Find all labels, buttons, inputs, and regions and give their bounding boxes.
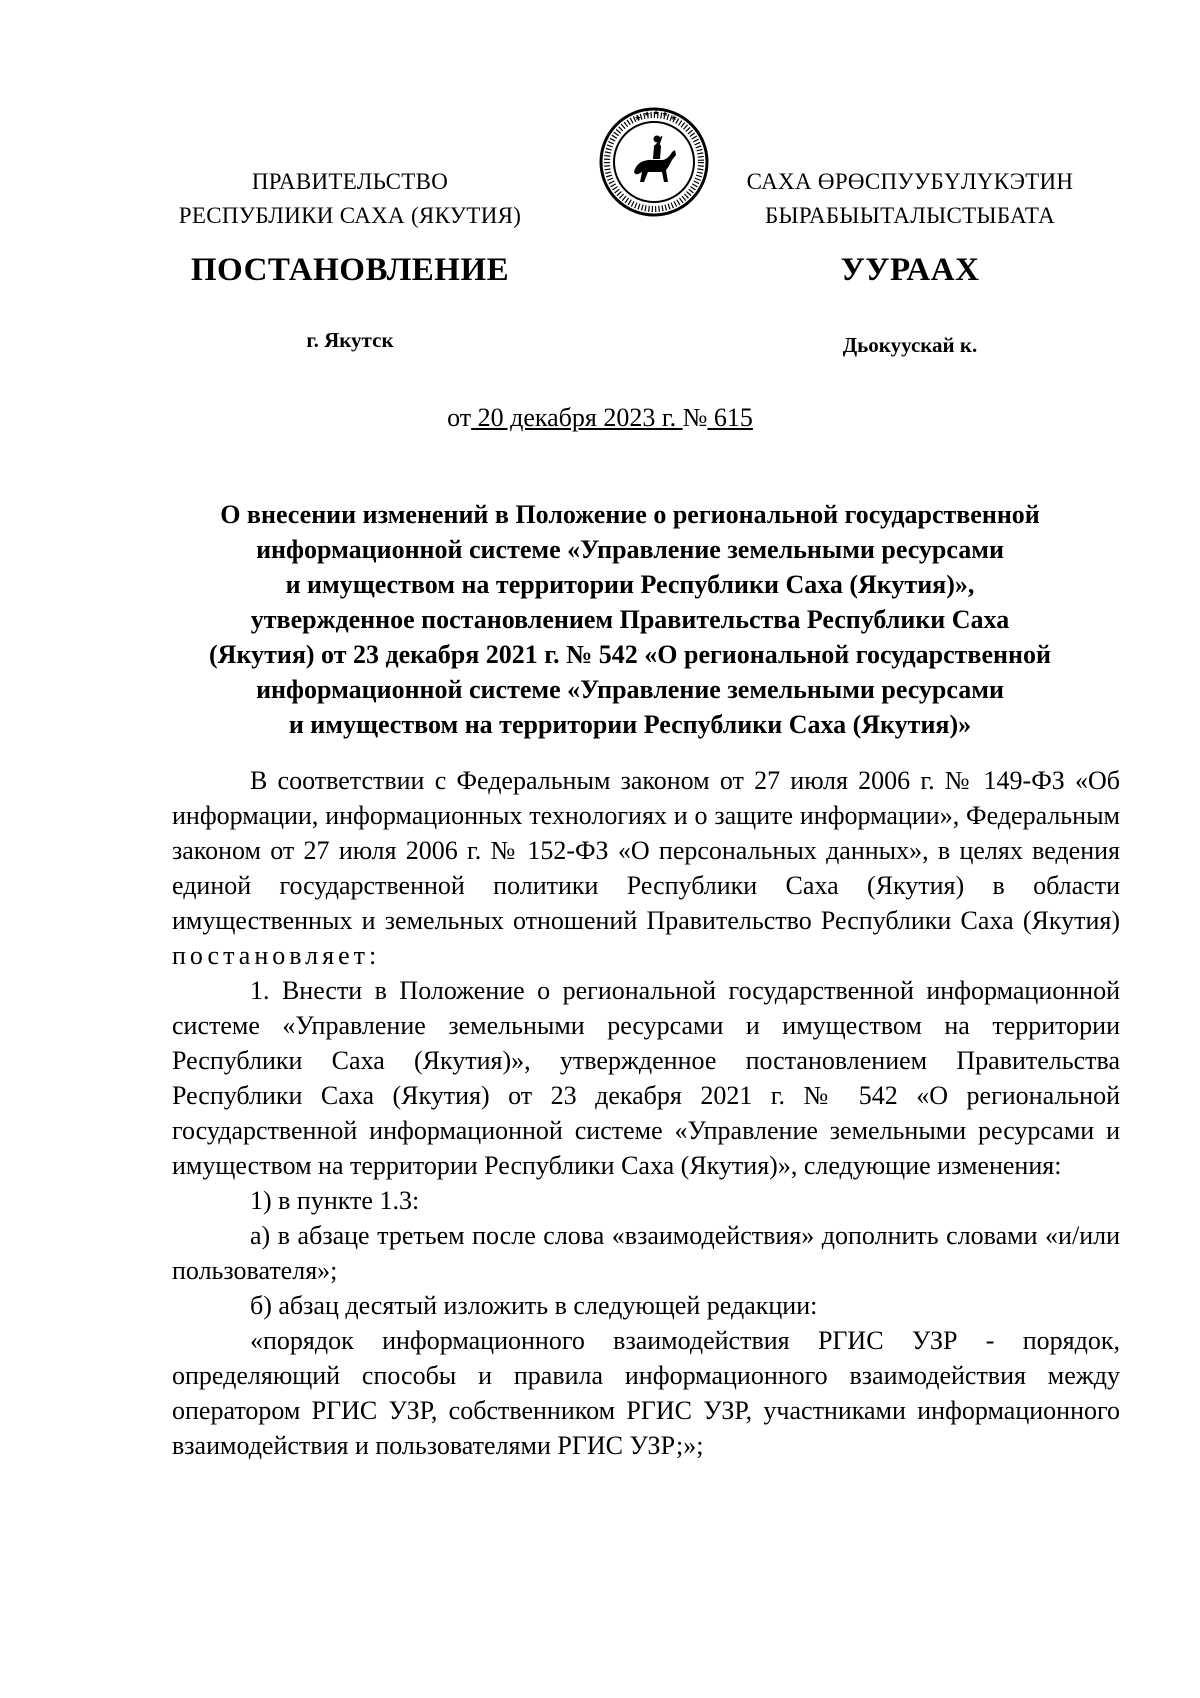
date-value: 20 декабря 2023 г. <box>471 403 683 432</box>
header-right-line1: САХА ӨРӨСПУУБҮЛҮКЭТИН <box>746 169 1074 194</box>
number-sign: № <box>682 403 708 432</box>
decree-word: постановляет: <box>172 941 381 970</box>
document-date-number <box>0 403 1200 433</box>
subitem-a-paragraph: а) в абзаце третьем после слова «взаимодействия» дополнить словами «и/или пользователя»; <box>172 1221 1120 1285</box>
document-title-line: О внесении изменений в Положение о региональной государственной <box>220 500 1040 529</box>
date-prefix: от <box>447 403 472 432</box>
document-title-line: информационной системе «Управление земельными ресурсами <box>256 535 1004 564</box>
header-left-line1: ПРАВИТЕЛЬСТВО <box>251 169 449 194</box>
coat-of-arms-emblem <box>598 106 710 218</box>
document-title-line: утвержденное постановлением Правительства Республики Саха <box>250 605 1010 634</box>
number-value: 615 <box>707 403 753 432</box>
document-title <box>150 497 1110 742</box>
document-title-line: и имуществом на территории Республики Саха (Якутия)», <box>285 570 975 599</box>
government-name-sakha <box>730 165 1090 233</box>
city-dyokuuskay: Дьокуускай к. <box>842 333 978 357</box>
document-body <box>172 763 1120 1463</box>
item-1-paragraph: 1. Внести в Положение о региональной государственной информационной системе «Управление земельными ресурсами и имуществом на территории Республики Саха (Якутия)», утвержденное постановлением Правительства Республики Саха (Якутия) от 23 декабря 2021 г. № 542 «О региональной государственной информационной системе «Управление земельными ресурсами и имуществом на территории Республики Саха (Якутия)», следующие изменения: <box>172 976 1120 1180</box>
city-yakutsk: г. Якутск <box>306 328 394 352</box>
document-title-line: информационной системе «Управление земельными ресурсами <box>256 675 1004 704</box>
header-right-line2: БЫРАБЫЫТАЛЫСТЫБАТА <box>764 203 1056 228</box>
preamble-paragraph <box>172 763 1120 973</box>
preamble-text: В соответствии с Федеральным законом от 27 июля 2006 г. № 149-ФЗ «Об информации, информационных технологиях и о защите информации», Федеральным законом от 27 июля 2006 г. № 152-ФЗ «О персональных данных», в целях ведения единой государственной политики Республики Саха (Якутия) в области имущественных и земельных отношений Правительство Республики Саха (Якутия) <box>172 766 1120 935</box>
header-left-line2: РЕСПУБЛИКИ САХА (ЯКУТИЯ) <box>178 203 522 228</box>
subitem-b-paragraph: б) абзац десятый изложить в следующей редакции: <box>250 1291 818 1320</box>
document-title-line: (Якутия) от 23 декабря 2021 г. № 542 «О региональной государственной <box>209 640 1051 669</box>
document-title-line: и имуществом на территории Республики Саха (Якутия)» <box>288 710 972 739</box>
title-uuraah: УУРААХ <box>840 252 980 288</box>
government-name-ru <box>150 165 550 233</box>
title-postanovlenie: ПОСТАНОВЛЕНИЕ <box>190 252 510 288</box>
quote-paragraph: «порядок информационного взаимодействия РГИС УЗР - порядок, определяющий способы и правила информационного взаимодействия между оператором РГИС УЗР, собственником РГИС УЗР, участниками информационного взаимодействия и пользователями РГИС УЗР;»; <box>172 1326 1120 1460</box>
subitem-1-paragraph: 1) в пункте 1.3: <box>250 1186 420 1215</box>
